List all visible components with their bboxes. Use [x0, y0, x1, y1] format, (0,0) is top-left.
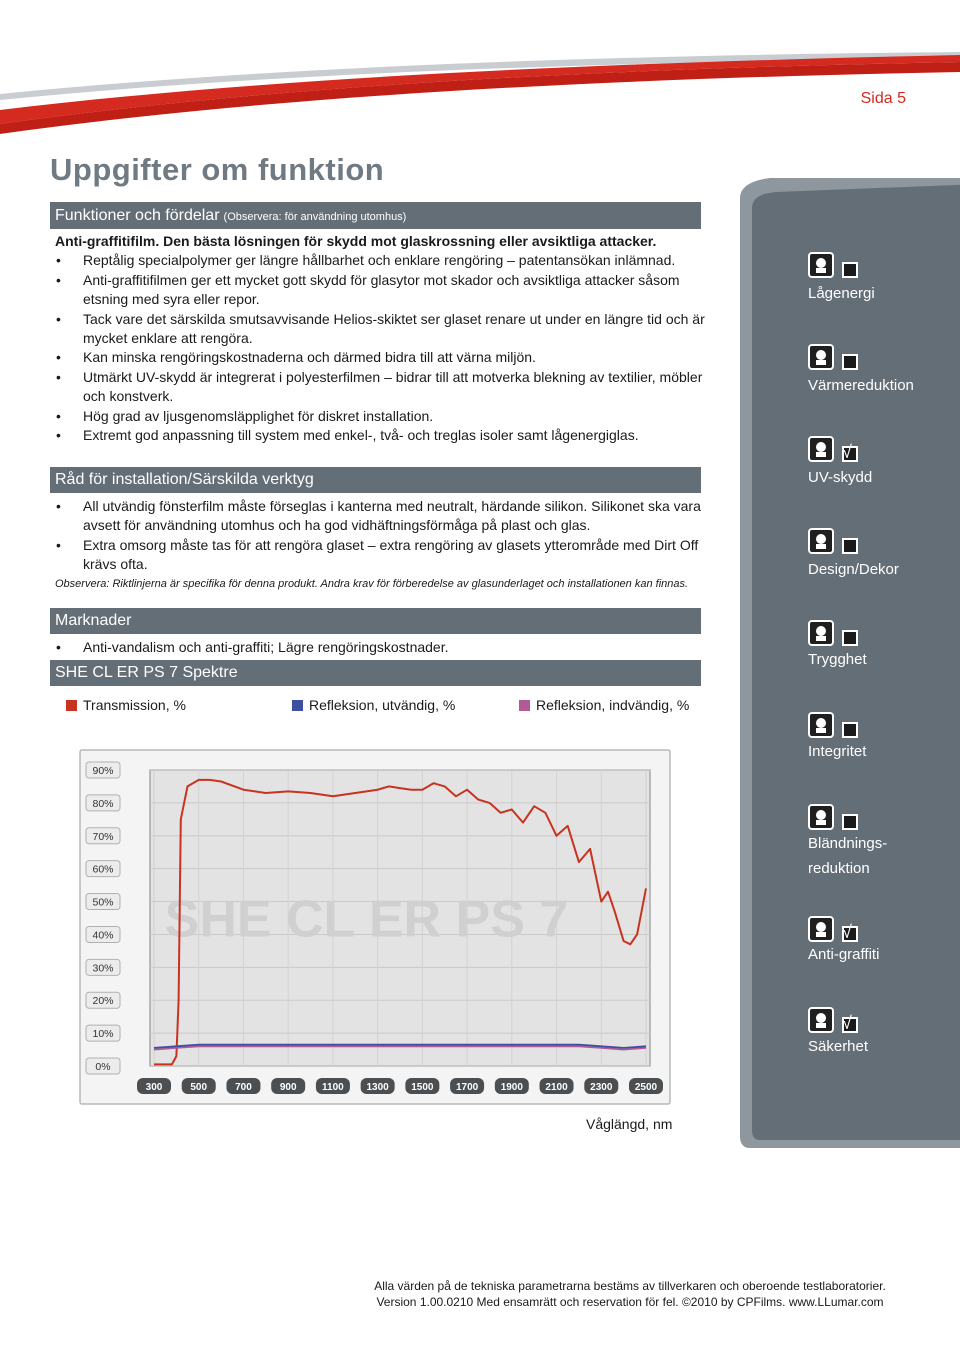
check-mark-icon: √: [842, 442, 852, 462]
list-item: • Tack vare det särskilda smutsavvisande Helios-skiktet ser glaset renare ut under en längre tid och är mycket enklare att rengöra.: [55, 310, 705, 349]
feature-label: Värmereduktion: [808, 377, 914, 394]
y-tick-label: 10%: [92, 1028, 114, 1041]
x-tick-label: 1700: [455, 1082, 479, 1093]
feature-label: Design/Dekor: [808, 561, 899, 578]
x-tick-label: 300: [145, 1082, 163, 1093]
glare-icon: [808, 804, 832, 828]
list-item: • Extremt god anpassning till system med enkel-, två- och treglas isoler samt lågenergiglas.: [55, 426, 705, 445]
x-tick-label: 500: [190, 1082, 208, 1093]
installation-section: [55, 497, 705, 594]
section-heading-markets: [50, 608, 701, 634]
section-heading-features: [50, 202, 701, 229]
page-number: Sida 5: [860, 90, 906, 107]
spectrum-heading: SHE CL ER PS 7 Spektre: [55, 664, 238, 681]
spray-icon: [808, 916, 832, 940]
legend-label-transmission: Transmission, %: [83, 697, 186, 713]
spectrum-chart: [50, 748, 675, 1108]
feature-checkbox: [842, 814, 858, 830]
x-tick-label: 2500: [634, 1082, 658, 1093]
markets-section: [55, 638, 705, 657]
section-heading-spectrum: [50, 660, 701, 686]
list-item: • Kan minska rengöringskostnaderna och därmed bidra till att värna miljön.: [55, 348, 705, 367]
legend-refl-out: [292, 697, 455, 713]
legend-swatch-transmission: [66, 700, 77, 711]
lock-icon: [808, 1007, 832, 1031]
installation-note: Observera: Riktlinjerna är specifika för denna produkt. Andra krav för förberedelse av glasunderlaget och installationen kan finnas.: [55, 577, 689, 590]
x-tick-label: 1900: [500, 1082, 523, 1093]
markets-heading: Marknader: [55, 612, 132, 629]
feature-label: UV-skydd: [808, 469, 873, 486]
list-item: • Utmärkt UV-skydd är integrerat i polyesterfilmen – bidrar till att motverka blekning av textilier, möbler och konstverk.: [55, 368, 705, 407]
legend-swatch-refl-in: [519, 700, 530, 711]
footer-line-1: Alla värden på de tekniska parametrarna bestäms av tillverkaren och oberoende testlaboratorier.: [374, 1279, 886, 1293]
list-item: • All utvändig fönsterfilm måste förseglas i kanterna med neutralt, härdande silikon. Silikonet ska vara avsett för användning utomhus och ha god vidhäftningsförmåga på plast och glas.: [55, 497, 705, 536]
page-title: Uppgifter om funktion: [50, 152, 385, 187]
spy-icon: [808, 712, 832, 736]
legend-swatch-refl-out: [292, 700, 303, 711]
legend-refl-in: [519, 697, 689, 713]
chart-watermark: SHE CL ER PS 7: [164, 890, 569, 949]
feature-checkbox: [842, 630, 858, 646]
x-tick-label: 700: [235, 1082, 252, 1093]
check-mark-icon: √: [842, 922, 852, 942]
feature-checkbox: [842, 354, 858, 370]
x-tick-label: 1300: [366, 1082, 389, 1093]
feature-label: Säkerhet: [808, 1038, 869, 1055]
x-tick-label: 1500: [411, 1082, 434, 1093]
list-item: • Extra omsorg måste tas för att rengöra glaset – extra rengöring av glasets ytterområde med Dirt Off krävs ofta.: [55, 536, 705, 575]
y-tick-label: 0%: [95, 1061, 111, 1073]
features-section: [55, 232, 705, 445]
heat-reduction-icon: [808, 344, 832, 368]
feature-checkbox: [842, 262, 858, 278]
y-tick-label: 40%: [92, 929, 114, 942]
features-heading: Funktioner och fördelar: [55, 207, 220, 224]
installation-list: [55, 497, 705, 575]
x-tick-label: 2100: [545, 1082, 568, 1093]
design-hand-icon: [808, 528, 832, 552]
header-swoosh: [0, 0, 960, 140]
x-tick-label: 2300: [590, 1082, 613, 1093]
feature-label: Integritet: [808, 743, 867, 760]
y-tick-label: 90%: [92, 765, 114, 777]
footer-line-2: Version 1.00.0210 Med ensamrätt och reservation för fel. ©2010 by CPFilms. www.LLumar.com: [376, 1295, 884, 1309]
markets-list: [55, 638, 705, 657]
features-list: [55, 251, 705, 445]
feature-label: Trygghet: [808, 651, 867, 668]
installation-heading: Råd för installation/Särskilda verktyg: [55, 471, 314, 488]
check-mark-icon: √: [842, 1013, 852, 1033]
x-axis-label: Våglängd, nm: [586, 1116, 673, 1132]
legend-transmission: [66, 697, 186, 713]
list-item: • Hög grad av ljusgenomsläpplighet för diskret installation.: [55, 407, 705, 426]
y-tick-label: 70%: [92, 830, 114, 843]
feature-checkbox: [842, 538, 858, 554]
footer: [300, 1278, 960, 1310]
y-tick-label: 30%: [92, 962, 114, 975]
list-item: • Anti-graffitifilmen ger ett mycket gott skydd för glasytor mot skador och avsiktliga attacker såsom etsning med syra eller repor.: [55, 271, 705, 310]
feature-label: Bländnings-: [808, 835, 888, 852]
legend-label-refl-out: Refleksion, utvändig, %: [309, 697, 456, 713]
features-lead: Anti-graffitifilm. Den bästa lösningen för skydd mot glaskrossning eller avsiktliga attacker.: [55, 233, 657, 249]
feature-checkbox: [842, 722, 858, 738]
feature-label: reduktion: [808, 860, 870, 877]
feature-label: Anti-graffiti: [808, 946, 880, 963]
section-heading-installation: [50, 467, 701, 493]
keyhole-icon: [808, 620, 832, 644]
x-tick-label: 1100: [322, 1082, 344, 1093]
list-item: • Reptålig specialpolymer ger längre hållbarhet och enklare rengöring – patentansökan inlämnad.: [55, 251, 705, 270]
y-tick-label: 80%: [92, 797, 114, 810]
list-item: • Anti-vandalism och anti-graffiti; Lägre rengöringskostnader.: [55, 638, 705, 657]
x-tick-label: 900: [279, 1082, 297, 1093]
low-energy-icon: [808, 252, 832, 276]
feature-label: Lågenergi: [808, 285, 875, 302]
features-heading-note: (Observera: för användning utomhus): [223, 211, 407, 223]
y-tick-label: 20%: [92, 995, 114, 1008]
legend-label-refl-in: Refleksion, indvändig, %: [536, 697, 690, 713]
y-tick-label: 50%: [92, 896, 114, 909]
y-tick-label: 60%: [92, 863, 114, 876]
sun-icon: [808, 436, 832, 460]
